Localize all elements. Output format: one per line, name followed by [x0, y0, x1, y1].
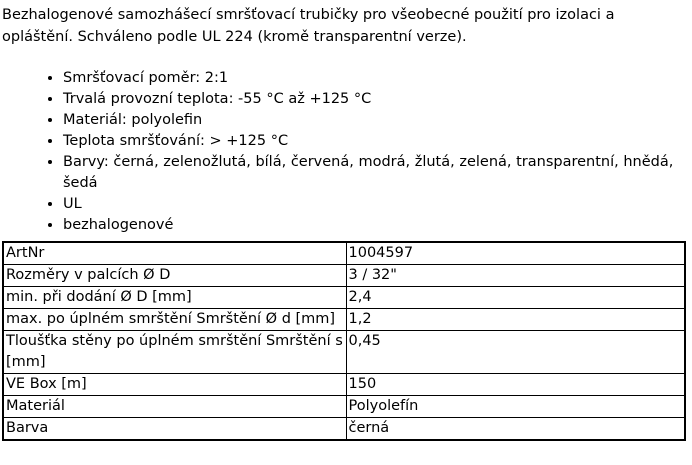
- feature-item-halogen-free: • bezhalogenové: [63, 215, 692, 236]
- spec-row-dimensions-inch: [3, 265, 685, 287]
- spec-row-artnr: [3, 242, 685, 265]
- spec-label: Barva: [3, 418, 346, 441]
- feature-item-colors: • Barvy: černá, zelenožlutá, bílá, červená, modrá, žlutá, zelená, transparentní, hnědá, šedá: [63, 152, 692, 194]
- spec-value: 150: [346, 374, 685, 396]
- feature-item-ul: • UL: [63, 194, 692, 215]
- spec-value: černá: [346, 418, 685, 441]
- spec-value: 1,2: [346, 309, 685, 331]
- product-description: Bezhalogenové samozhášecí smršťovací trubičky pro všeobecné použití pro izolaci a opláštění. Schváleno podle UL 224 (kromě transparentní verze).: [2, 7, 615, 45]
- spec-label: Materiál: [3, 396, 346, 418]
- spec-row-color: [3, 418, 685, 441]
- spec-value: 3 / 32": [346, 265, 685, 287]
- spec-table: [2, 241, 686, 441]
- feature-item-operating-temp: • Trvalá provozní teplota: -55 °C až +125 °C: [63, 89, 692, 110]
- spec-label: Tloušťka stěny po úplném smrštění Smrštění s [mm]: [3, 331, 346, 374]
- spec-label: VE Box [m]: [3, 374, 346, 396]
- spec-row-ve-box: [3, 374, 685, 396]
- spec-label: min. při dodání Ø D [mm]: [3, 287, 346, 309]
- spec-value: Polyolefín: [346, 396, 685, 418]
- spec-row-min-delivered-diameter: [3, 287, 685, 309]
- feature-item-shrink-temp: • Teplota smršťování: > +125 °C: [63, 131, 692, 152]
- spec-value: 2,4: [346, 287, 685, 309]
- spec-label: ArtNr: [3, 242, 346, 265]
- spec-row-material: [3, 396, 685, 418]
- spec-row-max-shrunk-diameter: [3, 309, 685, 331]
- spec-value: 1004597: [346, 242, 685, 265]
- spec-value: 0,45: [346, 331, 685, 374]
- spec-label: max. po úplném smrštění Smrštění Ø d [mm]: [3, 309, 346, 331]
- feature-item-material: • Materiál: polyolefin: [63, 110, 692, 131]
- feature-list: [0, 68, 692, 236]
- spec-row-wall-thickness: [3, 331, 685, 374]
- spec-label: Rozměry v palcích Ø D: [3, 265, 346, 287]
- feature-item-shrink-ratio: • Smršťovací poměr: 2:1: [63, 68, 692, 89]
